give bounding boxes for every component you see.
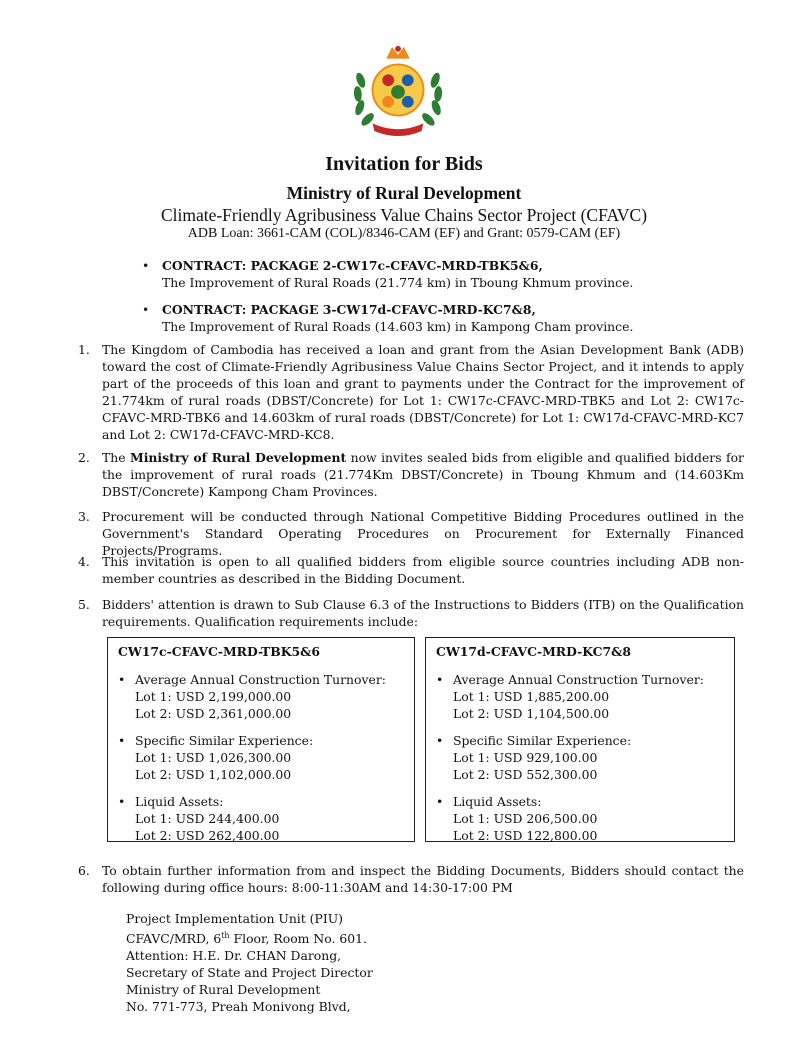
- paragraph-number: 1.: [78, 342, 90, 357]
- ministry-name-bold: Ministry of Rural Development: [130, 450, 347, 465]
- paragraph-text: The Kingdom of Cambodia has received a loan and grant from the Asian Development Bank (ADB) toward the cost of Climate-Friendly Agribusiness Value Chains Sector Project, and it intends to apply part of the proceeds of this loan and grant to payments under the Contract for the improvement of 21.774km of rural roads (DBST/Concrete) for Lot 1: CW17c-CFAVC-MRD-TBK5 and Lot 2: CW17c-CFAVC-MRD-TBK6 and 14.603km of rural roads (DBST/Concrete) for Lot 1: CW17d-CFAVC-MRD-KC7 and Lot 2: CW17d-CFAVC-MRD-KC8.: [102, 342, 744, 442]
- contract-item: [142, 257, 702, 291]
- qualification-label: Liquid Assets:: [135, 794, 224, 809]
- paragraph-text: Bidders' attention is drawn to Sub Clause 6.3 of the Instructions to Bidders (ITB) on the Qualification requirements. Qualification requirements include:: [102, 597, 744, 629]
- qualification-item: [118, 732, 404, 783]
- paragraph-3: [78, 508, 744, 559]
- qualification-box-title: CW17d-CFAVC-MRD-KC7&8: [436, 644, 631, 659]
- lot-1-amount: Lot 1: USD 929,100.00: [453, 750, 598, 765]
- contract-description: The Improvement of Rural Roads (14.603 km) in Kampong Cham province.: [162, 319, 634, 334]
- paragraph-6: [78, 862, 744, 896]
- qualification-item: [436, 793, 724, 844]
- ministry-heading: Ministry of Rural Development: [286, 183, 522, 203]
- paragraph-text: To obtain further information from and inspect the Bidding Documents, Bidders should contact the following during office hours: 8:00-11:30AM and 14:30-17:00 PM: [102, 863, 744, 895]
- qualification-item: [118, 671, 404, 722]
- paragraph-5: [78, 596, 744, 630]
- bullet-marker: •: [436, 672, 444, 687]
- contact-position: Secretary of State and Project Director: [126, 965, 373, 981]
- paragraph-number: 6.: [78, 863, 90, 878]
- contract-description: The Improvement of Rural Roads (21.774 km) in Tboung Khmum province.: [162, 275, 634, 290]
- qualification-item: [436, 671, 724, 722]
- lot-2-amount: Lot 2: USD 262,400.00: [135, 828, 280, 843]
- qualification-box-kc: [425, 637, 735, 842]
- lot-1-amount: Lot 1: USD 1,885,200.00: [453, 689, 610, 704]
- paragraph-number: 5.: [78, 597, 90, 612]
- qualification-label: Specific Similar Experience:: [453, 733, 632, 748]
- bullet-marker: •: [142, 258, 150, 273]
- contact-floor: [126, 927, 373, 947]
- paragraph-2: [78, 449, 744, 500]
- contact-unit: Project Implementation Unit (PIU): [126, 911, 344, 926]
- paragraph-number: 4.: [78, 554, 90, 569]
- paragraph-1: [78, 341, 744, 443]
- paragraph-text-body: now invites sealed bids from eligible and qualified bidders for the improvement of rural roads (21.774Km DBST/Concrete) in Tboung Khmum and (14.603Km DBST/Concrete) Kampong Cham Provinces.: [102, 450, 744, 499]
- ministry-emblem-logo: [349, 41, 447, 139]
- lot-2-amount: Lot 2: USD 552,300.00: [453, 767, 598, 782]
- qualification-label: Average Annual Construction Turnover:: [135, 672, 386, 687]
- lot-2-amount: Lot 2: USD 122,800.00: [453, 828, 598, 843]
- paragraph-number: 2.: [78, 450, 90, 465]
- paragraph-text: Procurement will be conducted through National Competitive Bidding Procedures outlined in the Government's Standard Operating Procedures on Procurement for Externally Financed Projects/Programs.: [102, 509, 744, 558]
- contact-address-block: [126, 910, 373, 1015]
- bullet-marker: •: [142, 302, 150, 317]
- qualification-label: Specific Similar Experience:: [135, 733, 314, 748]
- bullet-marker: •: [118, 794, 126, 809]
- lot-1-amount: Lot 1: USD 1,026,300.00: [135, 750, 292, 765]
- loan-reference: ADB Loan: 3661-CAM (COL)/8346-CAM (EF) and Grant: 0579-CAM (EF): [187, 226, 621, 241]
- qualification-item: [118, 793, 404, 844]
- bullet-marker: •: [436, 733, 444, 748]
- paragraph-number: 3.: [78, 509, 90, 524]
- bullet-marker: •: [118, 733, 126, 748]
- contract-item: [142, 301, 702, 335]
- contract-heading: CONTRACT: PACKAGE 2-CW17c-CFAVC-MRD-TBK5&6,: [162, 258, 543, 273]
- contact-floor-prefix: CFAVC/MRD, 6: [126, 931, 222, 947]
- qualification-box-tbk: [107, 637, 415, 842]
- document-title: Invitation for Bids: [325, 153, 483, 175]
- lot-2-amount: Lot 2: USD 2,361,000.00: [135, 706, 292, 721]
- contact-ministry: Ministry of Rural Development: [126, 982, 321, 998]
- contract-heading: CONTRACT: PACKAGE 3-CW17d-CFAVC-MRD-KC7&8,: [162, 302, 536, 317]
- qualification-label: Average Annual Construction Turnover:: [453, 672, 704, 687]
- contact-attention: Attention: H.E. Dr. CHAN Darong,: [126, 948, 342, 964]
- paragraph-4: [78, 553, 744, 587]
- paragraph-text: [102, 449, 744, 500]
- lot-2-amount: Lot 2: USD 1,104,500.00: [453, 706, 610, 721]
- contact-floor-sup: th: [221, 931, 230, 940]
- qualification-item: [436, 732, 724, 783]
- qualification-box-title: CW17c-CFAVC-MRD-TBK5&6: [118, 644, 320, 659]
- bullet-marker: •: [436, 794, 444, 809]
- paragraph-text-prefix: The: [102, 450, 130, 465]
- contact-floor-suffix: Floor, Room No. 601.: [229, 931, 367, 947]
- lot-1-amount: Lot 1: USD 244,400.00: [135, 811, 280, 826]
- project-heading: Climate-Friendly Agribusiness Value Chains Sector Project (CFAVC): [160, 205, 648, 225]
- paragraph-text: This invitation is open to all qualified bidders from eligible source countries including ADB non-member countries as described in the Bidding Document.: [102, 554, 744, 586]
- lot-2-amount: Lot 2: USD 1,102,000.00: [135, 767, 292, 782]
- qualification-label: Liquid Assets:: [453, 794, 542, 809]
- contact-address: No. 771-773, Preah Monivong Blvd,: [126, 999, 351, 1015]
- contract-list: [142, 257, 702, 345]
- lot-1-amount: Lot 1: USD 2,199,000.00: [135, 689, 292, 704]
- bullet-marker: •: [118, 672, 126, 687]
- lot-1-amount: Lot 1: USD 206,500.00: [453, 811, 598, 826]
